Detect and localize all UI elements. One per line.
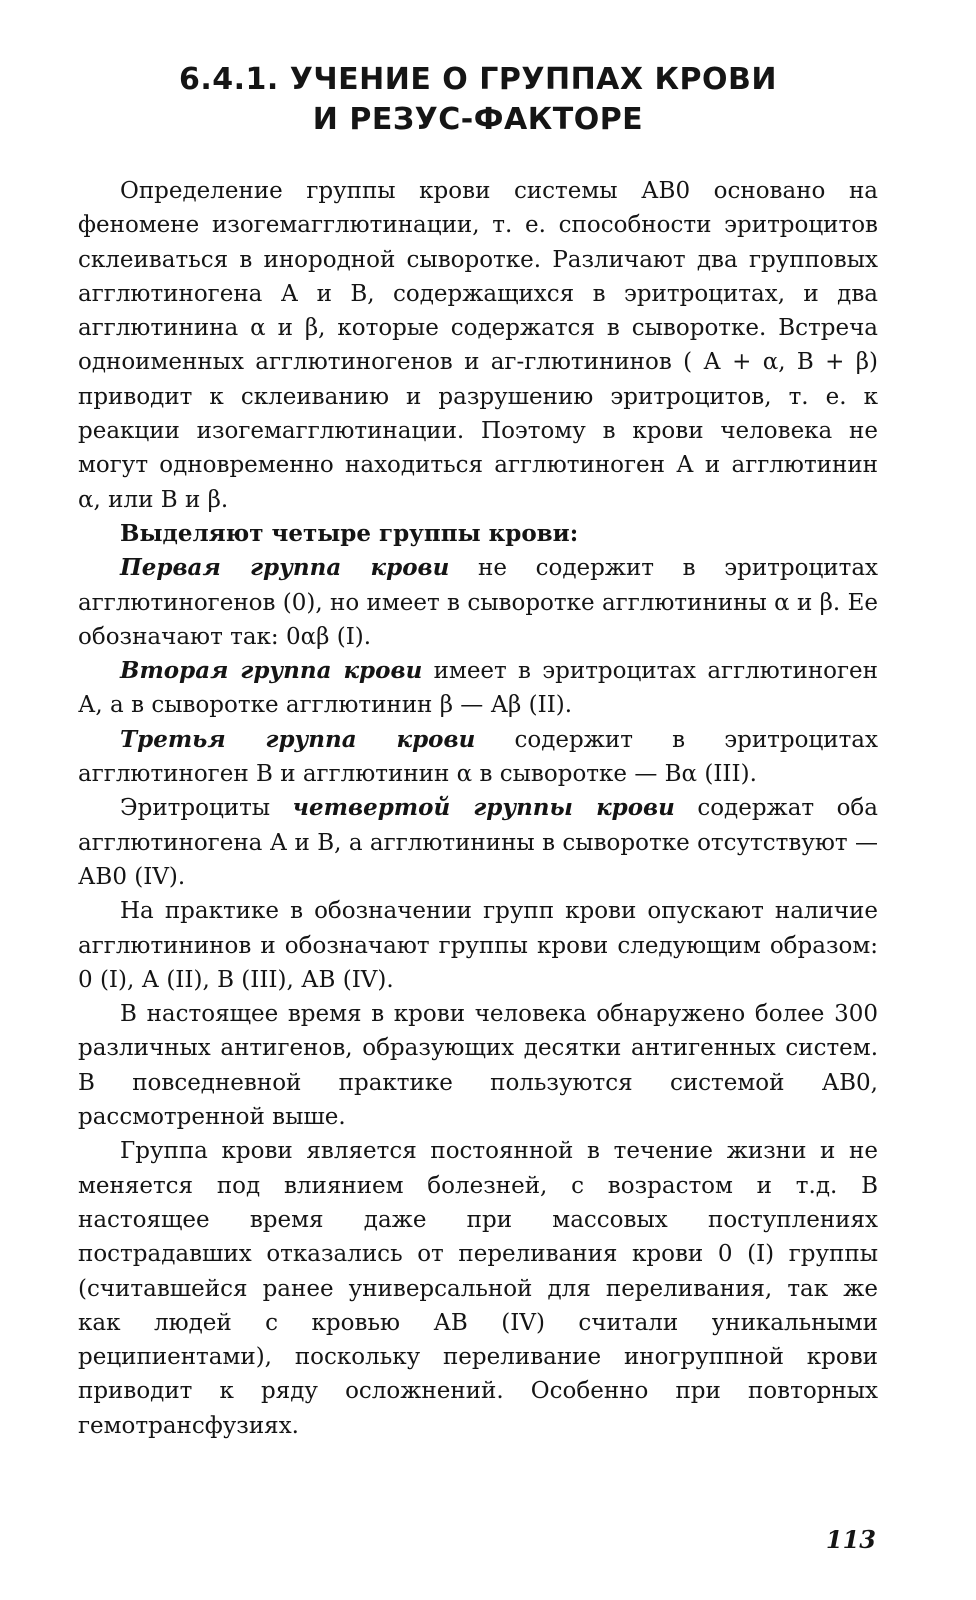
heading-line-2: И РЕЗУС-ФАКТОРЕ bbox=[312, 102, 644, 137]
paragraph-practice: На практике в обозначении групп крови опускают наличие агглютининов и обозначают группы крови следующим образом: 0 (I), А (II), В (III), АВ (IV). bbox=[78, 898, 878, 993]
paragraph-group-4 bbox=[78, 791, 878, 894]
heading-line-1: 6.4.1. УЧЕНИЕ О ГРУППАХ КРОВИ bbox=[179, 62, 777, 97]
paragraph-constant: Группа крови является постоянной в течение жизни и не меняется под влиянием болезней, с возрастом и т.д. В настоящее время даже при массовых поступлениях пострадавших отказались от переливания крови 0 (I) группы (считавшейся ранее универсальной для переливания, так же как людей с кровью АВ (IV) считали уникальными реципиентами), поскольку переливание иногруппной крови приводит к ряду осложнений. Особенно при повторных гемотрансфузиях. bbox=[78, 1138, 878, 1439]
book-page bbox=[78, 60, 878, 1443]
term-group-2: Вторая группа крови bbox=[120, 657, 423, 685]
term-group-3: Третья группа крови bbox=[120, 725, 476, 753]
paragraph-group-1 bbox=[78, 551, 878, 654]
paragraph-intro: Определение группы крови системы АВ0 основано на феномене изогемагглютинации, т. е. способности эритроцитов склеиваться в инородной сыворотке. Различают два групповых агглютиногена А и В, содержащихся в эритроцитах, и два агглютинина α и β, которые содержатся в сыворотке. Встреча одноименных агглютиногенов и аг-глютининов ( А + α, В + β) приводит к склеиванию и разрушению эритроцитов, т. е. к реакции изогемагглютинации. Поэтому в крови человека не могут одновременно находиться агглютиноген А и агглютинин α, или В и β. bbox=[78, 178, 878, 513]
term-group-4: четвертой группы крови bbox=[292, 794, 675, 822]
paragraph-four-groups: Выделяют четыре группы крови: bbox=[120, 519, 579, 547]
text-group-4: содержат оба агглютиногена А и В, а агглютинины в сыворотке отсутствуют — АВ0 (IV). bbox=[78, 795, 878, 890]
text-group-2: имеет в эритроцитах агглютиноген А, а в сыворотке агглютинин β — Аβ (II). bbox=[78, 658, 878, 719]
term-group-1: Первая группа крови bbox=[120, 554, 450, 582]
text-group-3: содержит в эритроцитах агглютиноген В и агглютинин α в сыворотке — Вα (III). bbox=[78, 726, 878, 788]
paragraph-antigens: В настоящее время в крови человека обнаружено более 300 различных антигенов, образующих десятки антигенных систем. В повседневной практике пользуются системой АВ0, рассмотренной выше. bbox=[78, 1001, 878, 1131]
body-text bbox=[78, 174, 878, 1443]
page-number: 113 bbox=[825, 1525, 876, 1554]
section-heading bbox=[78, 60, 878, 140]
pre-group-4: Эритроциты bbox=[120, 795, 293, 822]
paragraph-group-3 bbox=[78, 723, 878, 792]
text-group-1: не содержит в эритроцитах агглютиногенов (0), но имеет в сыворотке агглютинины α и β. Ее обозначают так: 0αβ (I). bbox=[78, 555, 879, 650]
paragraph-group-2 bbox=[78, 654, 878, 723]
